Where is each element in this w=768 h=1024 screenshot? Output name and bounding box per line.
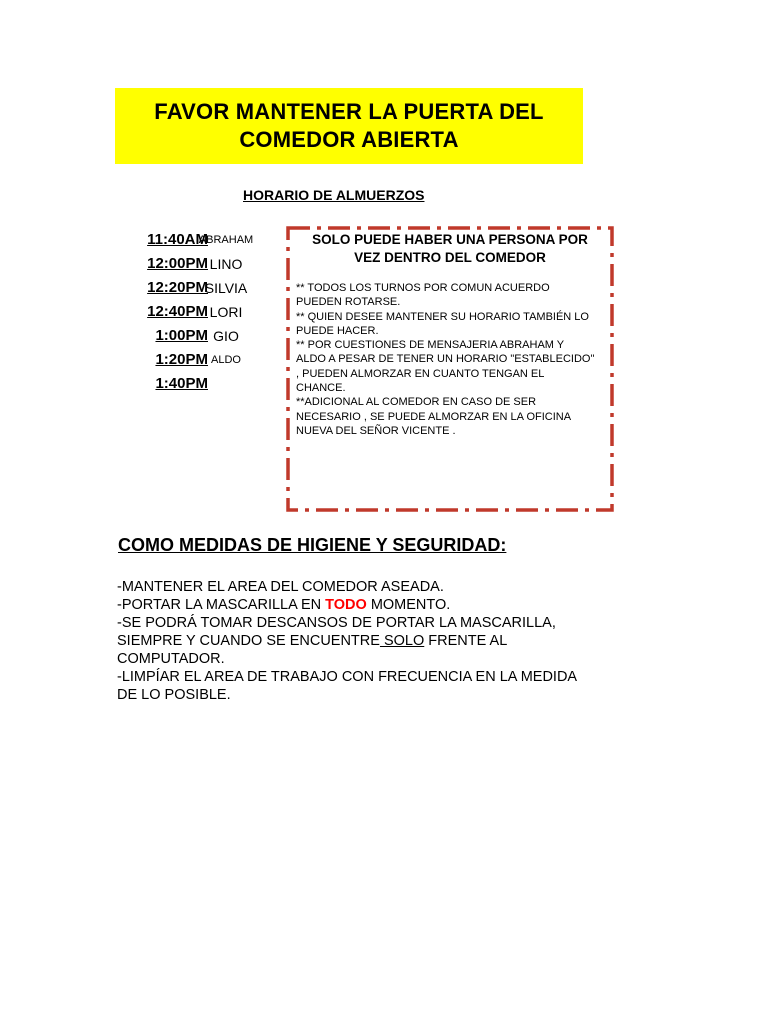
notice-line: , PUEDEN ALMORZAR EN CUANTO TENGAN EL: [296, 367, 545, 380]
notice-line: ** POR CUESTIONES DE MENSAJERIA ABRAHAM Y: [296, 339, 565, 352]
hygiene-line: -LIMPÍAR EL AREA DE TRABAJO CON FRECUENCIA EN LA MEDIDA: [117, 669, 578, 685]
notice-line: ** QUIEN DESEE MANTENER SU HORARIO TAMBIÉN LO: [296, 310, 589, 323]
schedule-name: ALDO: [211, 354, 241, 366]
schedule-name: GIO: [213, 328, 239, 344]
hygiene-title: COMO MEDIDAS DE HIGIENE Y SEGURIDAD:: [118, 535, 507, 555]
notice-heading-line-1: SOLO PUEDE HABER UNA PERSONA POR: [312, 232, 588, 247]
schedule-name: SILVIA: [204, 280, 248, 296]
hygiene-text: -PORTAR LA MASCARILLA EN: [117, 597, 326, 613]
schedule-time: 12:20PM: [147, 279, 208, 296]
schedule-row: [118, 348, 288, 372]
banner-line-1: FAVOR MANTENER LA PUERTA DEL: [154, 99, 544, 124]
schedule-title: HORARIO DE ALMUERZOS: [243, 187, 425, 203]
schedule-row: [118, 276, 288, 300]
hygiene-text: MOMENTO.: [366, 597, 451, 613]
schedule-time: 1:40PM: [155, 375, 208, 392]
hygiene-line: -MANTENER EL AREA DEL COMEDOR ASEADA.: [117, 579, 444, 595]
schedule-row: [118, 228, 288, 252]
schedule-name: ABRAHAM: [198, 234, 254, 246]
notice-line: PUEDEN ROTARSE.: [296, 296, 401, 309]
hygiene-list: [117, 578, 577, 704]
schedule-name: LORI: [209, 304, 243, 320]
notice-line: ** TODOS LOS TURNOS POR COMUN ACUERDO: [296, 282, 550, 294]
schedule-row: [118, 252, 288, 276]
notice-line: PUEDE HACER.: [296, 324, 379, 337]
lunch-schedule: [118, 228, 288, 396]
notice-heading: [294, 231, 606, 267]
notice-line: **ADICIONAL AL COMEDOR EN CASO DE SER: [296, 396, 537, 409]
schedule-name: LINO: [209, 256, 243, 272]
door-notice-banner: [115, 88, 583, 164]
notice-box: [286, 226, 614, 512]
schedule-time: 12:00PM: [147, 255, 208, 272]
hygiene-line: -SE PODRÁ TOMAR DESCANSOS DE PORTAR LA MASCARILLA,: [117, 615, 556, 631]
schedule-row: [118, 324, 288, 348]
underlined-text: SOLO: [379, 633, 425, 649]
hygiene-line: [117, 596, 577, 614]
notice-line: CHANCE.: [296, 382, 346, 395]
hygiene-text: SIEMPRE Y CUANDO SE ENCUENTRE: [117, 633, 380, 649]
notice-heading-line-2: VEZ DENTRO DEL COMEDOR: [354, 250, 546, 265]
hygiene-text: FRENTE AL: [424, 633, 508, 649]
hygiene-line: [117, 632, 577, 650]
schedule-row: [118, 372, 288, 396]
hygiene-line: COMPUTADOR.: [117, 651, 225, 667]
schedule-time: 1:00PM: [155, 327, 208, 344]
banner-line-2: COMEDOR ABIERTA: [239, 127, 459, 152]
schedule-row: [118, 300, 288, 324]
notice-line: ALDO A PESAR DE TENER UN HORARIO "ESTABLECIDO": [296, 353, 595, 366]
schedule-time: 1:20PM: [155, 351, 208, 368]
hygiene-line: DE LO POSIBLE.: [117, 687, 231, 703]
emphasis-text: TODO: [325, 597, 367, 613]
notice-line: NECESARIO , SE PUEDE ALMORZAR EN LA OFICINA: [296, 410, 572, 423]
schedule-time: 12:40PM: [147, 303, 208, 320]
notice-notes: [296, 281, 608, 438]
notice-line: NUEVA DEL SEÑOR VICENTE .: [296, 424, 456, 437]
schedule-time: 11:40AM: [147, 231, 208, 248]
